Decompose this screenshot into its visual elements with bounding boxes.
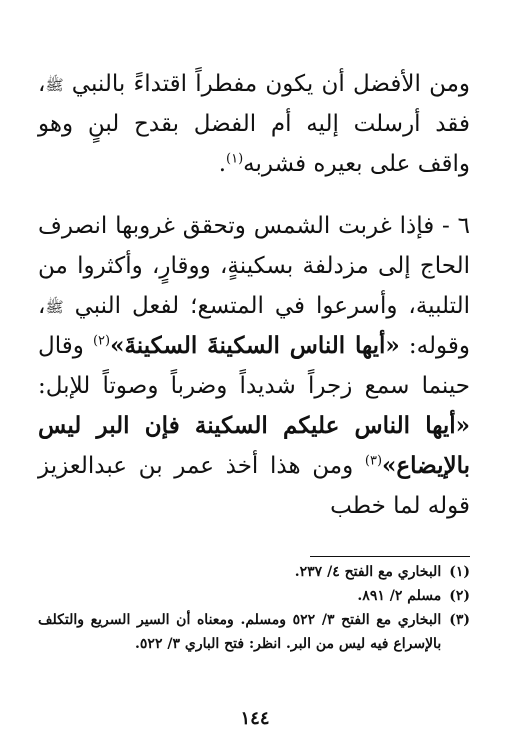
footnote-ref-3: (٣): [364, 453, 383, 469]
footnote-number: (١): [449, 564, 470, 580]
footnote-number: (٣): [449, 612, 470, 628]
footnote-item: [38, 608, 470, 656]
paragraph-2-text-b: ، وقوله:: [38, 293, 470, 359]
paragraph-1: [38, 64, 470, 184]
honorific-glyph: ﷺ: [45, 298, 64, 316]
paragraph-1-text-a: ومن الأفضل أن يكون مفطراً اقتداءً بالنبي: [71, 71, 471, 97]
footnote-text: البخاري مع الفتح ٤/ ٢٣٧.: [294, 564, 442, 580]
paragraph-1-text-b: ، فقد أرسلت إليه أم الفضل بقدح لبنٍ وهو واقف على بعيره فشربه: [38, 71, 470, 177]
main-text: [38, 64, 470, 526]
footnote-item: [38, 560, 470, 584]
paragraph-2: [38, 206, 470, 526]
footnote-text: مسلم ٢/ ٨٩١.: [357, 588, 442, 604]
paragraph-2-text-d: ومن هذا أخذ عمر بن عبدالعزيز قوله لما خطب: [38, 453, 470, 519]
footnote-ref-1: (١): [226, 151, 244, 167]
page-number: ١٤٤: [240, 708, 270, 729]
footnote-number: (٢): [449, 588, 470, 604]
footnote-item: [38, 584, 470, 608]
footnote-ref-2: (٢): [92, 333, 111, 349]
footnote-divider: [310, 556, 470, 557]
honorific-glyph: ﷺ: [45, 76, 64, 94]
footnotes: [38, 560, 470, 656]
paragraph-2-text-c: وقال حينما سمع زجراً شديداً وضرباً وصوتاً للإبل:: [38, 333, 470, 399]
hadith-quote-2: «أيها الناس عليكم السكينة فإن البر ليس بالإيضاع»: [38, 412, 470, 479]
paragraph-1-end: .: [218, 151, 226, 177]
footnote-text: البخاري مع الفتح ٣/ ٥٢٢ ومسلم. ومعناه أن السير السريع والتكلف بالإسراع فيه ليس من البر. انظر: فتح الباري ٣/ ٥٢٢.: [38, 612, 442, 652]
hadith-quote-1: «أيها الناس السكينةَ السكينةَ»: [110, 332, 400, 359]
paragraph-2-text-a: ٦ - فإذا غربت الشمس وتحقق غروبها انصرف الحاج إلى مزدلفة بسكينةٍ، ووقارٍ، وأكثروا من التلبية، وأسرعوا في المتسع؛ لفعل النبي: [38, 213, 471, 319]
